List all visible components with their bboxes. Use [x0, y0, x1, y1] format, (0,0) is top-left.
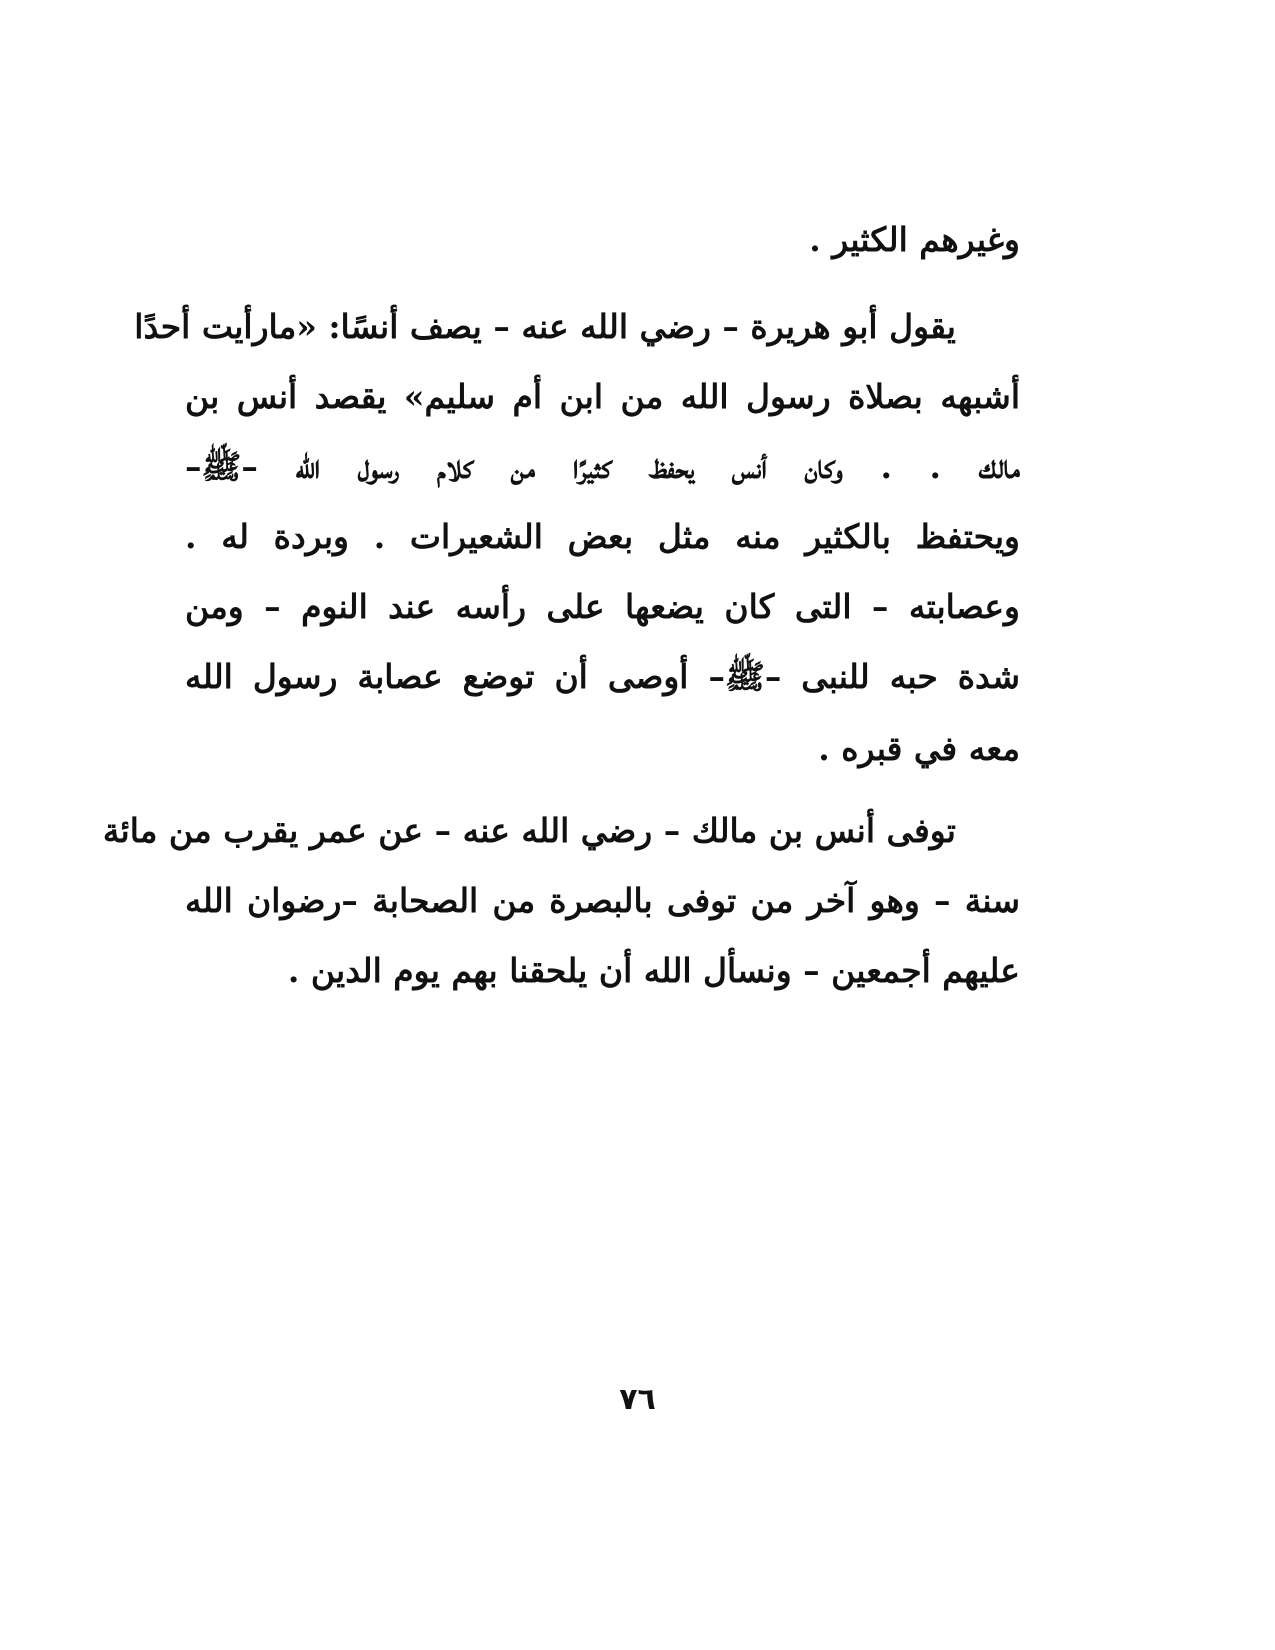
text-line: ويحتفظ بالكثير منه مثل بعض الشعيرات . وبردة له .	[185, 517, 1020, 556]
text-line: يقول أبو هريرة – رضي الله عنه – يصف أنسًا: «مارأيت أحدًا	[134, 307, 956, 346]
text-line: شدة حبه للنبى –ﷺ– أوصى أن توضع عصابة رسول الله	[185, 657, 1020, 696]
text-line: سنة – وهو آخر من توفى بالبصرة من الصحابة –رضوان الله	[185, 881, 1020, 920]
text-line: معه في قبره .	[818, 729, 1020, 768]
text-line: أشبهه بصلاة رسول الله من ابن أم سليم» يقصد أنس بن	[185, 377, 1020, 416]
page-number: ٧٦	[619, 1382, 656, 1417]
text-line: مالك . . وكان أنس يحفظ كثيرًا من كلام رسول الله –ﷺ–	[185, 447, 1020, 486]
text-line: توفى أنس بن مالك – رضي الله عنه – عن عمر يقرب من مائة	[102, 811, 956, 850]
text-line: عليهم أجمعين – ونسأل الله أن يلحقنا بهم يوم الدين .	[287, 951, 1020, 990]
text-line: وغيرهم الكثير .	[809, 220, 1020, 259]
text-line: وعصابته – التى كان يضعها على رأسه عند النوم – ومن	[185, 587, 1020, 626]
